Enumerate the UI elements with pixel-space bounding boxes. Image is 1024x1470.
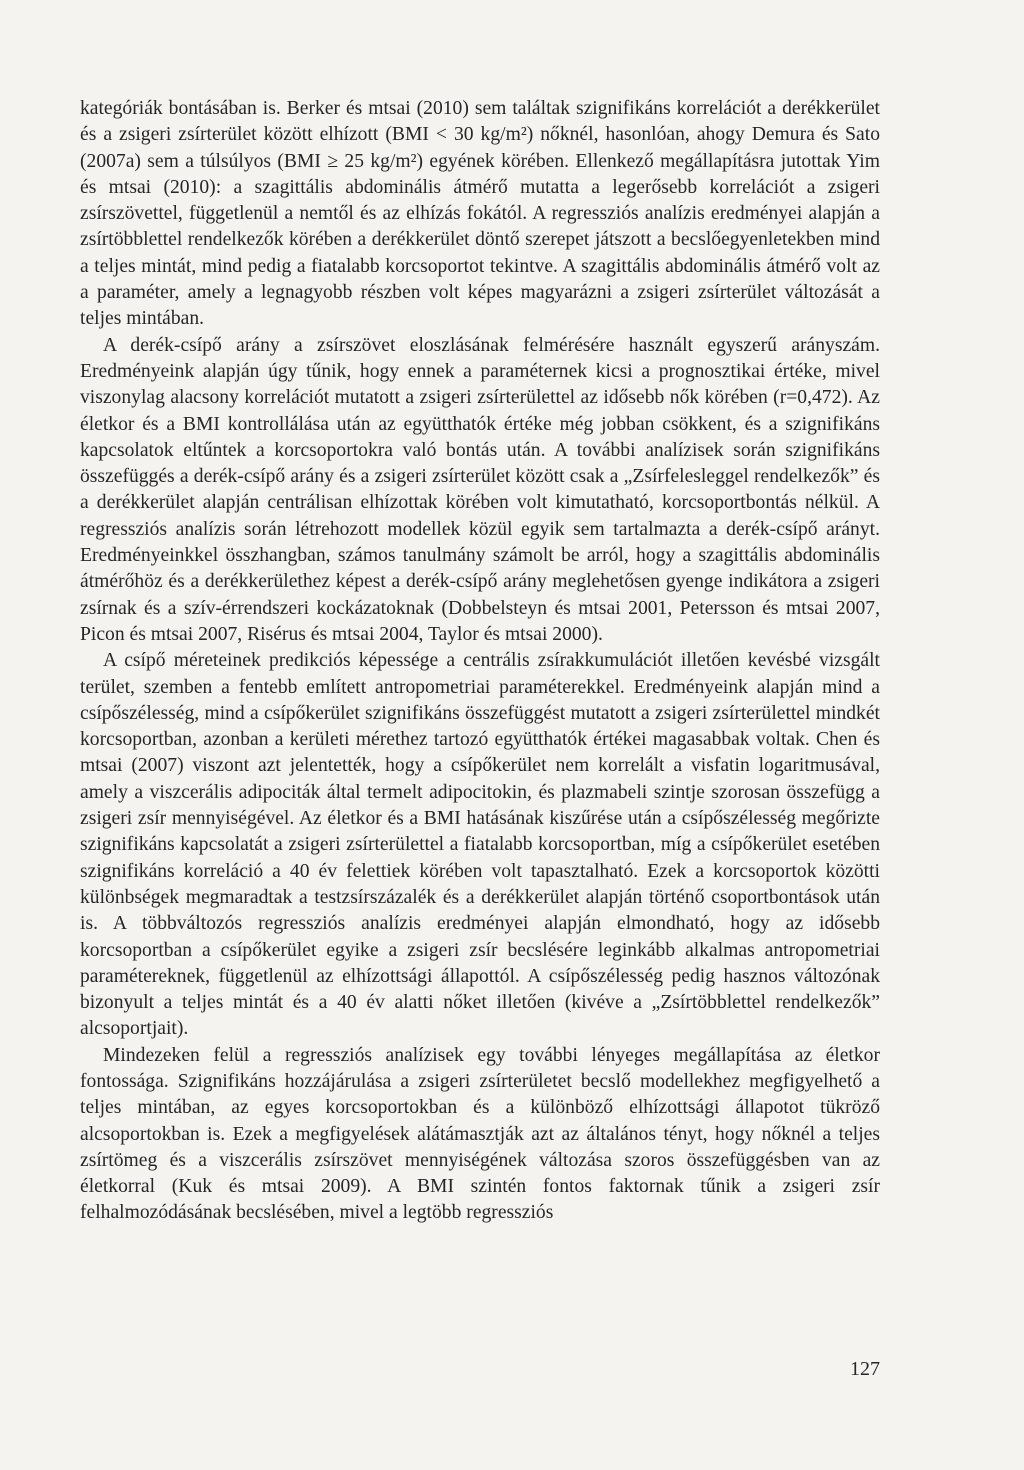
paragraph-3: A csípő méreteinek predikciós képessége a centrális zsírakkumulációt illetően kevésbé vizsgált terület, szemben a fentebb említett antropometriai paraméterekkel. Eredményeink alapján mind a csípőszélesség, mind a csípőkerület szignifikáns összefüggést mutatott a zsigeri zsírterülettel mindkét korcsoportban, azonban a kerületi mérethez tartozó együtthatók értékei magasabbak voltak. Chen és mtsai (2007) viszont azt jelentették, hogy a csípőkerület nem korrelált a visfatin logaritmusával, amely a viszcerális adipociták által termelt adipocitokin, és plazmabeli szintje szorosan összefügg a zsigeri zsír mennyiségével. Az életkor és a BMI hatásának kiszűrése után a csípőszélesség megőrizte szignifikáns kapcsolatát a zsigeri zsírterülettel a fiatalabb korcsoportban, míg a csípőkerület esetében szignifikáns korreláció a 40 év felettiek körében volt tapasztalható. Ezek a korcsoportok közötti különbségek megmaradtak a testzsírszázalék és a derékkerület alapján történő csoportbontások után is. A többváltozós regressziós analízis eredményei alapján elmondható, hogy az idősebb korcsoportban a csípőkerület egyike a zsigeri zsír becslésére leginkább alkalmas antropometriai paramétereknek, függetlenül az elhízottsági állapottól. A csípőszélesség pedig hasznos változónak bizonyult a teljes mintát és a 40 év alatti nőket illetően (kivéve a „Zsírtöbblettel rendelkezők” alcsoportjait).: [80, 650, 880, 1040]
paragraph-2: A derék-csípő arány a zsírszövet eloszlásának felmérésére használt egyszerű arányszám. Eredményeink alapján úgy tűnik, hogy ennek a paraméternek kicsi a prognosztikai értéke, mivel viszonylag alacsony korrelációt mutatott a zsigeri zsírterülettel az idősebb nők körében (r=0,472). Az életkor és a BMI kontrollálása után az együtthatók értéke még jobban csökkent, és a szignifikáns kapcsolatok eltűntek a korcsoportokra való bontás után. A további analízisek során szignifikáns összefüggés a derék-csípő arány és a zsigeri zsírterület között csak a „Zsírfelesleggel rendelkezők” és a derékkerület alapján centrálisan elhízottak körében volt kimutatható, korcsoportbontás nélkül. A regressziós analízis során létrehozott modellek közül egyik sem tartalmazta a derék-csípő arányt. Eredményeinkkel összhangban, számos tanulmány számolt be arról, hogy a szagittális abdominális átmérőhöz és a derékkerülethez képest a derék-csípő arány meglehetősen gyenge indikátora a zsigeri zsírnak és a szív-érrendszeri kockázatoknak (Dobbelsteyn és mtsai 2001, Petersson és mtsai 2007, Picon és mtsai 2007, Risérus és mtsai 2004, Taylor és mtsai 2000).: [80, 334, 880, 645]
page-number: 127: [850, 1358, 880, 1380]
paragraph-1: kategóriák bontásában is. Berker és mtsai (2010) sem találtak szignifikáns korrelációt a derékkerület és a zsigeri zsírterület között elhízott (BMI < 30 kg/m²) nőknél, hasonlóan, ahogy Demura és Sato (2007a) sem a túlsúlyos (BMI ≥ 25 kg/m²) egyének körében. Ellenkező megállapításra jutottak Yim és mtsai (2010): a szagittális abdominális átmérő mutatta a legerősebb korrelációt a zsigeri zsírszövettel, függetlenül a nemtől és az elhízás fokától. A regressziós analízis eredményei alapján a zsírtöbblettel rendelkezők körében a derékkerület döntő szerepet játszott a becslőegyenletekben mind a teljes mintát, mind pedig a fiatalabb korcsoportot tekintve. A szagittális abdominális átmérő volt az a paraméter, amely a legnagyobb részben volt képes magyarázni a zsigeri zsírterület változását a teljes mintában.: [80, 98, 880, 330]
body-text: [80, 96, 880, 1227]
paragraph-4: Mindezeken felül a regressziós analízisek egy további lényeges megállapítása az életkor fontossága. Szignifikáns hozzájárulása a zsigeri zsírterületet becslő modellekhez megfigyelhető a teljes mintában, az egyes korcsoportokban és a különböző elhízottsági állapotot tükröző alcsoportokban is. Ezek a megfigyelések alátámasztják azt az általános tényt, hogy nőknél a teljes zsírtömeg és a viszcerális zsírszövet mennyiségének változása szoros összefüggésben van az életkorral (Kuk és mtsai 2009). A BMI szintén fontos faktornak tűnik a zsigeri zsír felhalmozódásának becslésében, mivel a legtöbb regressziós: [80, 1044, 880, 1224]
